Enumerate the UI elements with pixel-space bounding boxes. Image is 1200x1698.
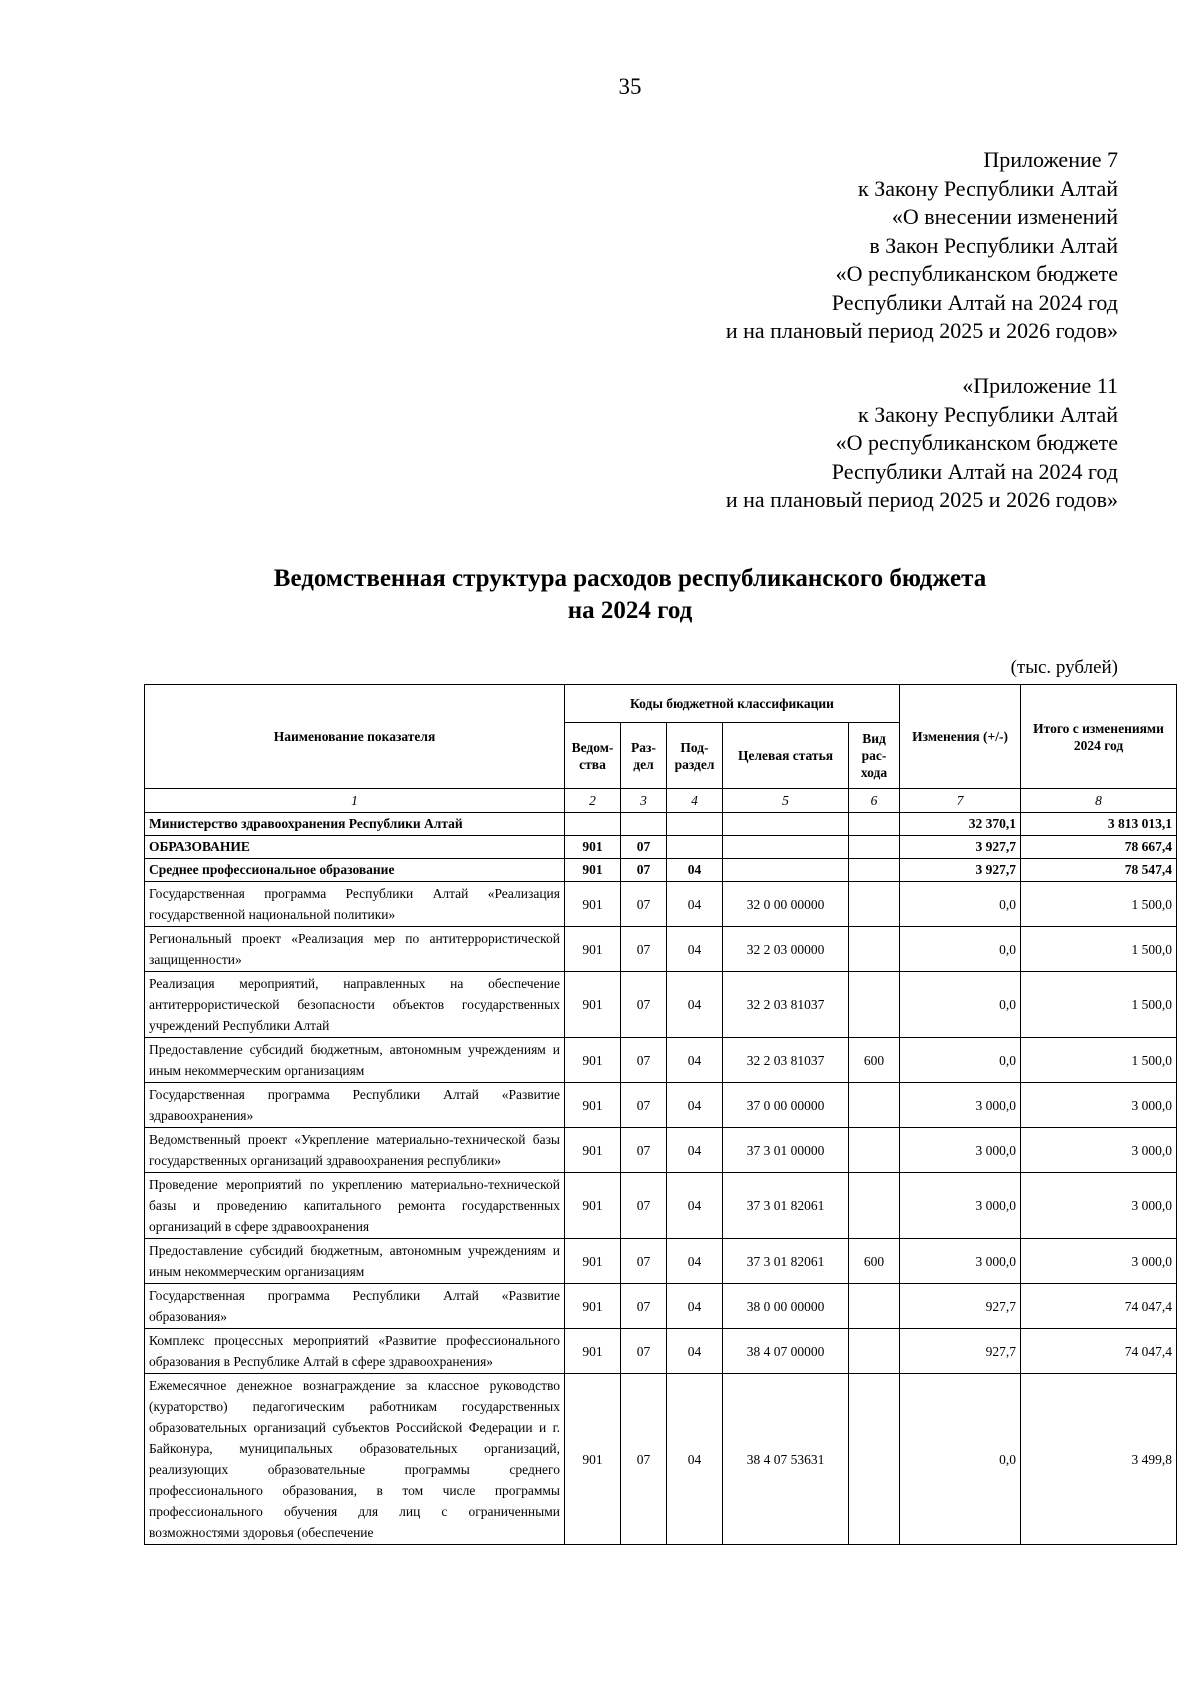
row-dept: 901	[565, 1329, 621, 1374]
row-total: 3 000,0	[1021, 1173, 1177, 1239]
annex-original-line: и на плановый период 2025 и 2026 годов»	[725, 487, 1118, 512]
row-name: Ведомственный проект «Укрепление материально-технической базы государственных организаций здравоохранения республики»	[145, 1128, 565, 1173]
row-subsection: 04	[667, 927, 723, 972]
row-section: 07	[621, 1083, 667, 1128]
annex-current-line: и на плановый период 2025 и 2026 годов»	[725, 318, 1118, 343]
row-change: 927,7	[900, 1284, 1021, 1329]
row-section: 07	[621, 1239, 667, 1284]
annex-current-line: в Закон Республики Алтай	[869, 232, 1118, 258]
row-name: Проведение мероприятий по укреплению материально-технической базы и проведению капитального ремонта государственных организаций в сфере здравоохранения	[145, 1173, 565, 1239]
header-change: Изменения (+/-)	[900, 685, 1021, 789]
row-total: 3 000,0	[1021, 1128, 1177, 1173]
row-dept: 901	[565, 1284, 621, 1329]
row-dept: 901	[565, 1038, 621, 1083]
row-subsection	[667, 813, 723, 836]
row-total: 78 547,4	[1021, 859, 1177, 882]
row-expense-type	[849, 927, 900, 972]
row-dept: 901	[565, 1374, 621, 1545]
table-body	[145, 813, 1177, 1545]
column-number: 6	[849, 789, 900, 813]
row-dept: 901	[565, 859, 621, 882]
row-target: 32 2 03 81037	[723, 1038, 849, 1083]
row-subsection: 04	[667, 1083, 723, 1128]
row-change: 0,0	[900, 927, 1021, 972]
row-expense-type: 600	[849, 1239, 900, 1284]
row-change: 3 000,0	[900, 1083, 1021, 1128]
row-expense-type: 600	[849, 1038, 900, 1083]
row-name: Ежемесячное денежное вознаграждение за классное руководство (кураторство) педагогическим работникам государственных образовательных организаций субъектов Российской Федерации и г. Байконура, муниципальных образовательных организаций, реализующих образовательные программы среднего профессионального образования, в том числе программы профессионального обучения для лиц с ограниченными возможностями здоровья (обеспечение	[145, 1374, 565, 1545]
header-section: Раз- дел	[621, 723, 667, 789]
annex-current-line: к Закону Республики Алтай	[858, 175, 1118, 201]
row-name: Государственная программа Республики Алтай «Развитие образования»	[145, 1284, 565, 1329]
row-total: 78 667,4	[1021, 836, 1177, 859]
column-number: 7	[900, 789, 1021, 813]
table-row	[145, 836, 1177, 859]
row-total: 1 500,0	[1021, 927, 1177, 972]
table-row	[145, 927, 1177, 972]
row-total: 3 813 013,1	[1021, 813, 1177, 836]
column-number: 1	[145, 789, 565, 813]
row-expense-type	[849, 859, 900, 882]
row-dept: 901	[565, 1173, 621, 1239]
table-row	[145, 859, 1177, 882]
row-change: 0,0	[900, 882, 1021, 927]
row-expense-type	[849, 836, 900, 859]
column-number: 3	[621, 789, 667, 813]
row-name: Предоставление субсидий бюджетным, автономным учреждениям и иным некоммерческим организациям	[145, 1038, 565, 1083]
row-target: 32 2 03 00000	[723, 927, 849, 972]
row-change: 3 000,0	[900, 1239, 1021, 1284]
row-subsection	[667, 836, 723, 859]
annex-original-line: «О республиканском бюджете	[835, 430, 1118, 455]
table-row	[145, 1284, 1177, 1329]
column-number: 4	[667, 789, 723, 813]
title-line: на 2024 год	[567, 597, 693, 624]
row-name: Реализация мероприятий, направленных на обеспечение антитеррористической безопасности объектов государственных учреждений Республики Алтай	[145, 972, 565, 1038]
row-target	[723, 836, 849, 859]
header-target: Целевая статья	[723, 723, 849, 789]
row-target: 37 3 01 00000	[723, 1128, 849, 1173]
row-dept: 901	[565, 927, 621, 972]
row-subsection: 04	[667, 859, 723, 882]
row-change: 0,0	[900, 1374, 1021, 1545]
row-target: 37 3 01 82061	[723, 1173, 849, 1239]
document-title	[0, 563, 1200, 627]
row-total: 1 500,0	[1021, 882, 1177, 927]
table-row	[145, 1083, 1177, 1128]
column-number: 8	[1021, 789, 1177, 813]
row-name: Региональный проект «Реализация мер по антитеррористической защищенности»	[145, 927, 565, 972]
row-section: 07	[621, 836, 667, 859]
row-change: 3 927,7	[900, 859, 1021, 882]
row-section: 07	[621, 1284, 667, 1329]
row-expense-type	[849, 1083, 900, 1128]
row-target: 38 0 00 00000	[723, 1284, 849, 1329]
row-expense-type	[849, 1173, 900, 1239]
table-row	[145, 1239, 1177, 1284]
row-section: 07	[621, 859, 667, 882]
row-expense-type	[849, 1128, 900, 1173]
annex-original-line: Республики Алтай на 2024 год	[831, 458, 1118, 484]
row-change: 3 000,0	[900, 1128, 1021, 1173]
row-change: 3 000,0	[900, 1173, 1021, 1239]
header-dept: Ведом- ства	[565, 723, 621, 789]
row-total: 3 499,8	[1021, 1374, 1177, 1545]
table-row	[145, 882, 1177, 927]
row-section: 07	[621, 882, 667, 927]
annex-current-line: Приложение 7	[983, 147, 1118, 172]
row-target: 38 4 07 53631	[723, 1374, 849, 1545]
row-name: Комплекс процессных мероприятий «Развитие профессионального образования в Республике Алтай в сфере здравоохранения»	[145, 1329, 565, 1374]
row-total: 1 500,0	[1021, 972, 1177, 1038]
row-subsection: 04	[667, 1128, 723, 1173]
row-change: 0,0	[900, 972, 1021, 1038]
row-expense-type	[849, 1374, 900, 1545]
row-target: 38 4 07 00000	[723, 1329, 849, 1374]
row-target: 32 0 00 00000	[723, 882, 849, 927]
row-subsection: 04	[667, 1173, 723, 1239]
row-expense-type	[849, 972, 900, 1038]
row-subsection: 04	[667, 1284, 723, 1329]
row-total: 3 000,0	[1021, 1083, 1177, 1128]
row-target: 37 0 00 00000	[723, 1083, 849, 1128]
row-name: Среднее профессиональное образование	[145, 859, 565, 882]
row-total: 1 500,0	[1021, 1038, 1177, 1083]
annex-original-line: «Приложение 11	[962, 373, 1118, 398]
row-section: 07	[621, 1128, 667, 1173]
row-name: Государственная программа Республики Алтай «Реализация государственной национальной политики»	[145, 882, 565, 927]
column-number: 5	[723, 789, 849, 813]
row-subsection: 04	[667, 882, 723, 927]
row-dept: 901	[565, 1128, 621, 1173]
row-dept: 901	[565, 882, 621, 927]
table-row	[145, 1374, 1177, 1545]
units-label: (тыс. рублей)	[1010, 657, 1118, 678]
annex-original-block	[726, 372, 1118, 515]
row-dept: 901	[565, 1083, 621, 1128]
row-name: Министерство здравоохранения Республики Алтай	[145, 813, 565, 836]
row-target	[723, 859, 849, 882]
annex-current-line: «О внесении изменений	[891, 204, 1118, 229]
row-section	[621, 813, 667, 836]
row-target: 32 2 03 81037	[723, 972, 849, 1038]
row-total: 74 047,4	[1021, 1284, 1177, 1329]
row-dept: 901	[565, 836, 621, 859]
row-subsection: 04	[667, 1374, 723, 1545]
row-section: 07	[621, 1374, 667, 1545]
header-expense-type: Вид рас- хода	[849, 723, 900, 789]
row-name: Государственная программа Республики Алтай «Развитие здравоохранения»	[145, 1083, 565, 1128]
header-codes-group: Коды бюджетной классификации	[565, 685, 900, 723]
row-subsection: 04	[667, 1239, 723, 1284]
row-change: 0,0	[900, 1038, 1021, 1083]
row-section: 07	[621, 1173, 667, 1239]
annex-current-block	[726, 146, 1118, 346]
column-number-row	[145, 789, 1177, 813]
row-change: 3 927,7	[900, 836, 1021, 859]
row-name: Предоставление субсидий бюджетным, автономным учреждениям и иным некоммерческим организациям	[145, 1239, 565, 1284]
header-name: Наименование показателя	[145, 685, 565, 789]
table-row	[145, 1038, 1177, 1083]
row-subsection: 04	[667, 1329, 723, 1374]
table-row	[145, 1329, 1177, 1374]
row-section: 07	[621, 927, 667, 972]
header-total: Итого с изменениями 2024 год	[1021, 685, 1177, 789]
column-number: 2	[565, 789, 621, 813]
annex-current-line: Республики Алтай на 2024 год	[831, 289, 1118, 315]
row-name: ОБРАЗОВАНИЕ	[145, 836, 565, 859]
row-change: 32 370,1	[900, 813, 1021, 836]
table-row	[145, 1173, 1177, 1239]
annex-current-line: «О республиканском бюджете	[835, 261, 1118, 286]
header-subsection: Под- раздел	[667, 723, 723, 789]
row-subsection: 04	[667, 1038, 723, 1083]
page-number: 35	[618, 74, 642, 99]
row-dept: 901	[565, 972, 621, 1038]
row-expense-type	[849, 882, 900, 927]
row-target: 37 3 01 82061	[723, 1239, 849, 1284]
row-section: 07	[621, 1329, 667, 1374]
table-row	[145, 1128, 1177, 1173]
row-change: 927,7	[900, 1329, 1021, 1374]
row-expense-type	[849, 1329, 900, 1374]
row-total: 74 047,4	[1021, 1329, 1177, 1374]
budget-table	[144, 684, 1177, 1545]
row-dept: 901	[565, 1239, 621, 1284]
row-subsection: 04	[667, 972, 723, 1038]
table-row	[145, 972, 1177, 1038]
row-dept	[565, 813, 621, 836]
row-target	[723, 813, 849, 836]
annex-original-line: к Закону Республики Алтай	[858, 401, 1118, 427]
row-expense-type	[849, 813, 900, 836]
row-section: 07	[621, 972, 667, 1038]
row-section: 07	[621, 1038, 667, 1083]
table-row	[145, 813, 1177, 836]
title-line: Ведомственная структура расходов республиканского бюджета	[273, 565, 987, 592]
row-expense-type	[849, 1284, 900, 1329]
row-total: 3 000,0	[1021, 1239, 1177, 1284]
